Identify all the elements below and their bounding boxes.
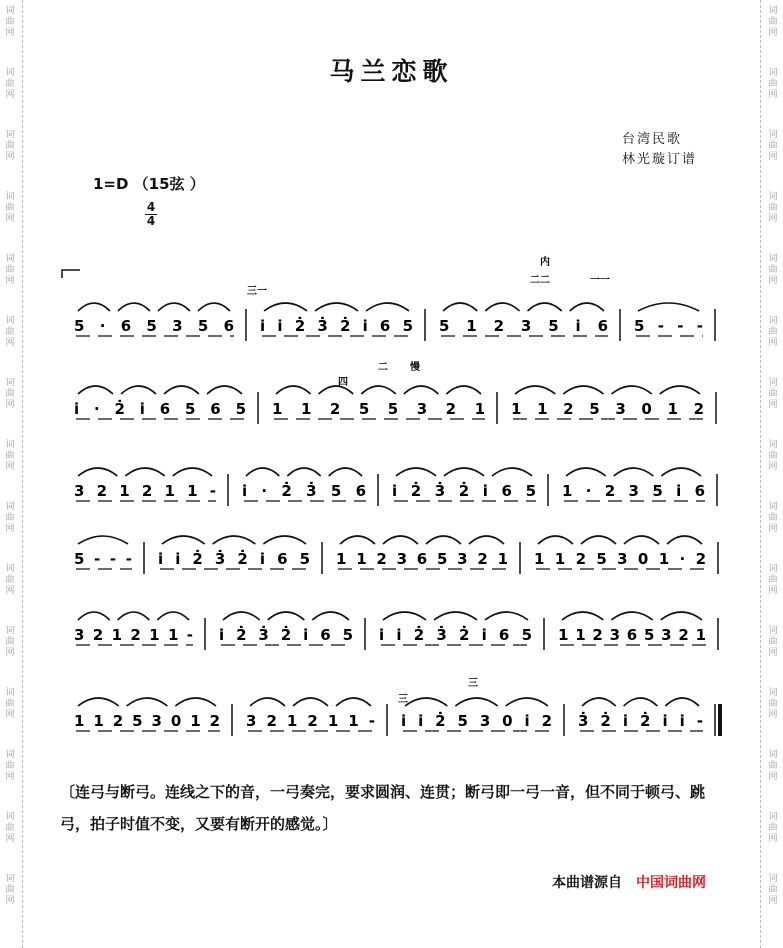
watermark-text: 词 曲 网 [768, 688, 778, 720]
watermark-text: 词 曲 网 [768, 564, 778, 596]
slur-arc [175, 698, 216, 706]
slur-arc [78, 468, 117, 476]
slur-arc [118, 303, 150, 311]
slur-arc [443, 303, 477, 311]
watermark-text: 词 曲 网 [768, 626, 778, 658]
slur-arc [207, 386, 242, 394]
slur-arc [383, 536, 418, 544]
slur-arc [158, 303, 190, 311]
slur-arc [611, 612, 652, 620]
measure-notes: i i 2̇ 5 3 0 i 2 [401, 712, 552, 730]
watermark-text: 词 曲 网 [768, 874, 778, 906]
slur-arc [287, 468, 320, 476]
measure-notes: 5 · 6 5 3 5 6 [74, 317, 234, 335]
slur-arc [582, 698, 616, 706]
watermark-text: 词 曲 网 [768, 812, 778, 844]
watermark-text: 词 曲 网 [768, 440, 778, 472]
fingering-mark: 三一 [247, 286, 267, 297]
slur-arc [121, 386, 156, 394]
watermark-text: 词 曲 网 [5, 68, 15, 100]
watermark-text: 词 曲 网 [5, 874, 15, 906]
slur-arc [566, 468, 606, 476]
watermark-text: 词 曲 网 [5, 812, 15, 844]
measure-notes: i 2̇ 3̇ 2̇ i 6 5 [219, 626, 353, 644]
measure-notes: 3 2 1 2 1 1 - [74, 482, 216, 500]
slur-arc [162, 536, 205, 544]
watermark-text: 词 曲 网 [5, 192, 15, 224]
watermark-text: 词 曲 网 [5, 316, 15, 348]
measure-notes: 5 1 2 3 5 i 6 [439, 317, 608, 335]
slur-arc [612, 386, 652, 394]
slur-arc [315, 303, 358, 311]
slur-arc [492, 468, 532, 476]
watermark-text: 词 曲 网 [768, 316, 778, 348]
slur-arc [78, 536, 128, 544]
slur-arc [469, 536, 504, 544]
measure-notes: i · 2̇ 3̇ 5 6 [242, 482, 366, 500]
slur-arc [563, 386, 603, 394]
time-signature-top: 4 [146, 200, 156, 214]
slur-arc [581, 536, 616, 544]
slur-arc [250, 698, 285, 706]
slur-arc [404, 386, 439, 394]
time-signature-bottom: 4 [146, 214, 156, 228]
slur-arc [538, 536, 573, 544]
slur-arc [528, 303, 562, 311]
slur-arc [78, 386, 113, 394]
slur-arc [485, 612, 528, 620]
fingering-mark: 三 [468, 678, 478, 689]
measure-notes: 1 1 2 5 5 3 2 1 [272, 400, 485, 418]
slur-arc [276, 386, 311, 394]
slur-arc [223, 612, 260, 620]
slur-arc [164, 386, 199, 394]
watermark-text: 词 曲 网 [5, 130, 15, 162]
watermark-text: 词 曲 网 [5, 502, 15, 534]
fingering-mark: 二二 [530, 275, 550, 286]
footer-credit [552, 872, 706, 892]
slur-arc [638, 303, 699, 311]
slur-arc [570, 303, 604, 311]
slur-arc [336, 698, 371, 706]
slur-arc [157, 612, 189, 620]
slur-arc [562, 612, 603, 620]
watermark-text: 词 曲 网 [768, 502, 778, 534]
watermark-text: 词 曲 网 [5, 688, 15, 720]
slur-arc [118, 612, 150, 620]
watermark-text: 词 曲 网 [5, 750, 15, 782]
footer-brand: 中国词曲网 [636, 875, 706, 891]
slur-arc [78, 612, 110, 620]
bracket-mark [62, 270, 80, 278]
measure-notes: i i 2̇ 3̇ 2̇ i 6 5 [260, 317, 413, 335]
slur-arc [198, 303, 230, 311]
slur-arc [405, 698, 447, 706]
slur-arc [515, 386, 555, 394]
slur-arc [127, 698, 168, 706]
slur-arc [329, 468, 362, 476]
measure-notes: i · 2̇ i 6 5 6 5 [74, 400, 246, 418]
slur-arc [667, 536, 702, 544]
fingering-mark: 一一 [590, 275, 610, 286]
measure-notes: 1 1 2 5 3 0 1 2 [511, 400, 704, 418]
slur-arc [366, 303, 409, 311]
measure-notes: 3 2 1 2 1 1 - [246, 712, 375, 730]
slur-arc [455, 698, 497, 706]
fingering-mark: 二 [378, 362, 388, 373]
slur-arc [506, 698, 548, 706]
fingering-mark: 四 [338, 377, 348, 388]
watermark-text: 词 曲 网 [768, 68, 778, 100]
slur-arc [665, 698, 699, 706]
measure-notes: 1 1 2 3 6 5 3 2 1 [336, 550, 508, 568]
watermark-text: 词 曲 网 [5, 440, 15, 472]
performance-note: 〔连弓与断弓。连线之下的音，一弓奏完，要求圆润、连贯；断弓即一弓一音，但不同于顿弓、跳弓，拍子时值不变，又要有断开的感觉。〕 [60, 783, 706, 833]
slur-arc [312, 612, 349, 620]
slur-arc [485, 303, 519, 311]
slur-arc [340, 536, 375, 544]
slur-arc [624, 536, 659, 544]
slur-arc [434, 612, 477, 620]
slur-arc [426, 536, 461, 544]
measure-notes: 1 1 2 5 3 0 1 2 [74, 712, 220, 730]
slur-arc [264, 303, 307, 311]
slur-arc [263, 536, 306, 544]
slur-arc [361, 386, 396, 394]
slur-arc [383, 612, 426, 620]
slur-arc [661, 612, 702, 620]
watermark-text: 词 曲 网 [5, 564, 15, 596]
fingering-mark: 慢 [410, 362, 420, 373]
slur-arc [444, 468, 484, 476]
slur-arc [661, 468, 701, 476]
slur-arc [246, 468, 279, 476]
slur-arc [125, 468, 164, 476]
measure-notes: 3̇ 2̇ i 2̇ i i - [578, 712, 703, 730]
slur-arc [293, 698, 328, 706]
slur-arc [624, 698, 658, 706]
slur-arc [614, 468, 654, 476]
measure-notes: 1 1 2 3 6 5 3 2 1 [558, 626, 706, 644]
credit-genre: 台湾民歌 [622, 132, 683, 147]
slur-arc [396, 468, 436, 476]
measure-notes: 5 - - - [74, 550, 132, 568]
slur-arc [446, 386, 481, 394]
watermark-text: 词 曲 网 [768, 378, 778, 410]
slur-arc [173, 468, 212, 476]
watermark-text: 词 曲 网 [768, 130, 778, 162]
measure-notes: 1 1 2 5 3 0 1 · 2 [534, 550, 706, 568]
slur-arc [213, 536, 256, 544]
watermark-text: 词 曲 网 [5, 6, 15, 38]
watermark-text: 词 曲 网 [768, 6, 778, 38]
measure-notes: 3 2 1 2 1 1 - [74, 626, 193, 644]
watermark-text: 词 曲 网 [768, 750, 778, 782]
measure-notes: i 2̇ 3̇ 2̇ i 6 5 [392, 482, 536, 500]
measure-notes: 5 - - - [634, 317, 703, 335]
watermark-text: 词 曲 网 [5, 626, 15, 658]
measure-notes: i i 2̇ 3̇ 2̇ i 6 5 [379, 626, 532, 644]
watermark-text: 词 曲 网 [768, 254, 778, 286]
credit-arranger: 林光璇订谱 [622, 152, 698, 167]
slur-arc [660, 386, 700, 394]
slur-arc [268, 612, 305, 620]
measure-notes: i i 2̇ 3̇ 2̇ i 6 5 [158, 550, 310, 568]
slur-arc [78, 303, 110, 311]
key-signature: 1=D （15弦 ） [93, 175, 205, 193]
footer-source: 本曲谱源自 [552, 875, 622, 891]
watermark-text: 词 曲 网 [5, 254, 15, 286]
measure-notes: 1 · 2 3 5 i 6 [562, 482, 705, 500]
score-staff [62, 255, 720, 736]
fingering-mark: 内 [540, 257, 550, 268]
slur-arc [78, 698, 119, 706]
fingering-mark: 三 [398, 694, 408, 705]
page-title: 马兰恋歌 [329, 57, 454, 86]
watermark-text: 词 曲 网 [768, 192, 778, 224]
watermark-text: 词 曲 网 [5, 378, 15, 410]
slur-arc [319, 386, 354, 394]
